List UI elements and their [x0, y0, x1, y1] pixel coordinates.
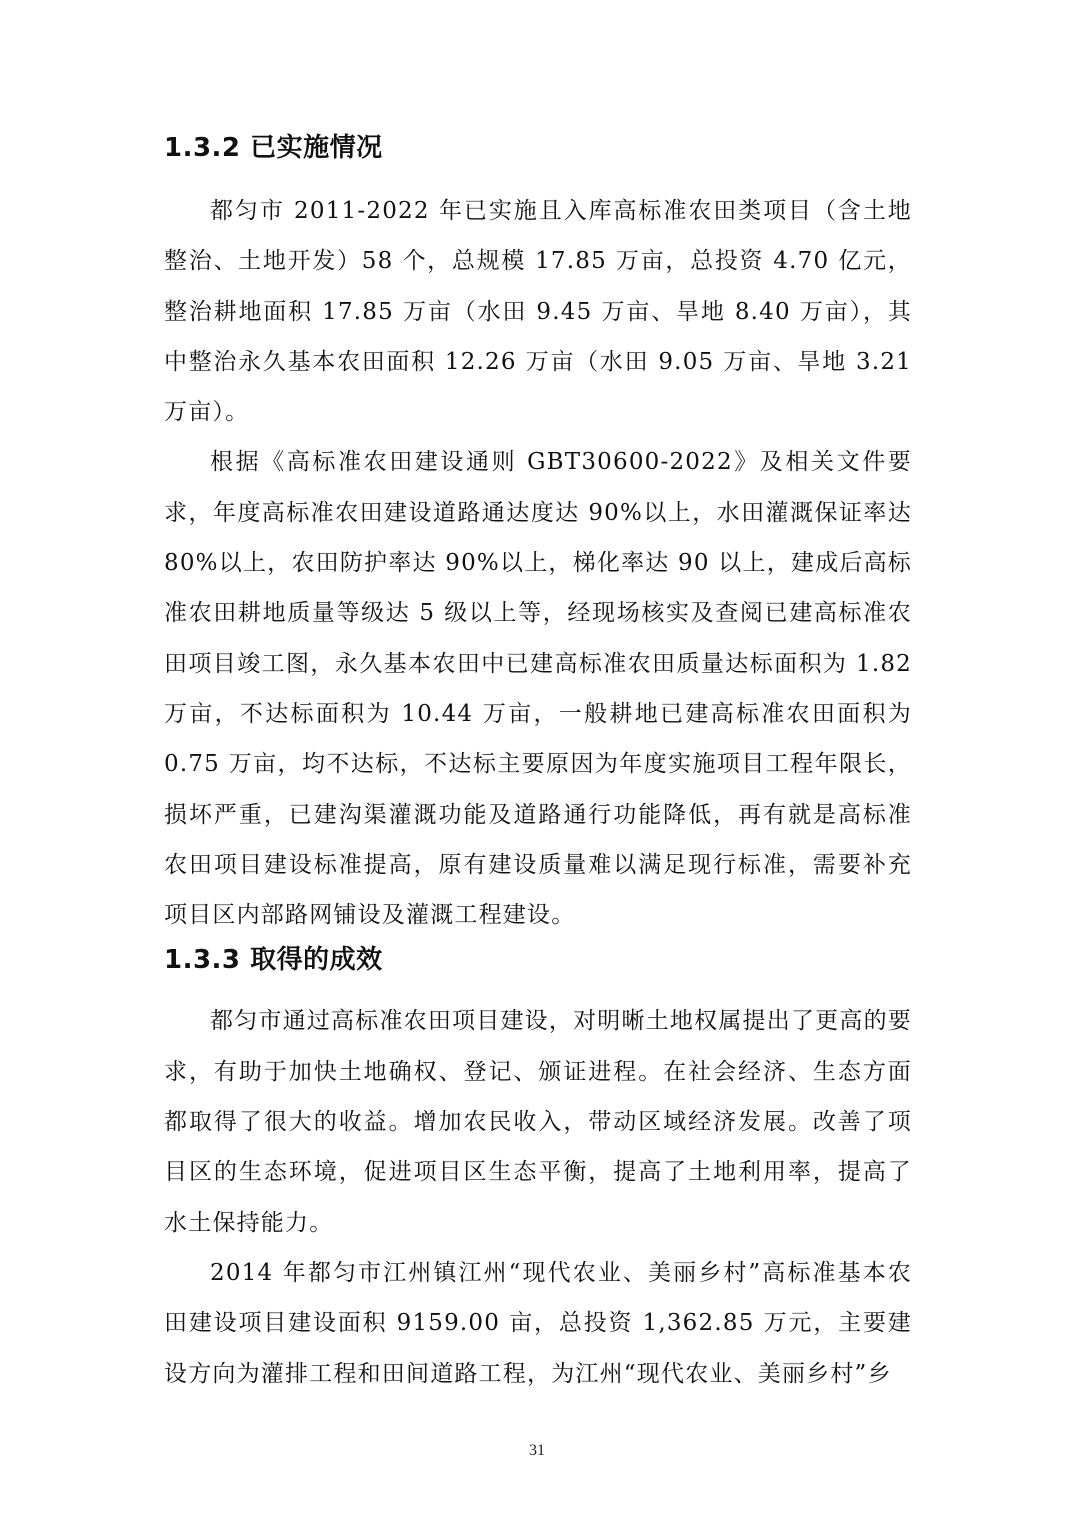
paragraph-standards-assessment: 根据《高标准农田建设通则 GBT30600-2022》及相关文件要求，年度高标准农田建设道路通达度达 90%以上，水田灌溉保证率达 80%以上，农田防护率达 90%以上，梯化率达 90 以上，建成后高标准农田耕地质量等级达 5 级以上等，经现场核实及查阅已建高标准农田项目竣工图，永久基本农田中已建高标准农田质量达标面积为 1.82 万亩，不达标面积为 10.44 万亩，一般耕地已建高标准农田面积为 0.75 万亩，均不达标，不达标主要原因为年度实施项目工程年限长，损坏严重，已建沟渠灌溉功能及道路通行功能降低，再有就是高标准农田项目建设标准提高，原有建设质量难以满足现行标准，需要补充项目区内部路网铺设及灌溉工程建设。: [164, 449, 912, 929]
paragraph-achievements-summary: 都匀市通过高标准农田项目建设，对明晰土地权属提出了更高的要求，有助于加快土地确权、登记、颁证进程。在社会经济、生态方面都取得了很大的收益。增加农民收入，带动区域经济发展。改善了项目区的生态环境，促进项目区生态平衡，提高了土地利用率，提高了水土保持能力。: [164, 1008, 912, 1236]
paragraph-implemented-summary: 都匀市 2011-2022 年已实施且入库高标准农田类项目（含土地整治、土地开发）58 个，总规模 17.85 万亩，总投资 4.70 亿元，整治耕地面积 17.85 万亩（水田 9.45 万亩、旱地 8.40 万亩），其中整治永久基本农田面积 12.26 万亩（水田 9.05 万亩、旱地 3.21 万亩）。: [164, 198, 912, 426]
paragraph-jiangzhou-project: 2014 年都匀市江州镇江州“现代农业、美丽乡村”高标准基本农田建设项目建设面积 9159.00 亩，总投资 1,362.85 万元，主要建设方向为灌排工程和田间道路工程，为江州“现代农业、美丽乡村”乡: [164, 1259, 912, 1387]
page-content: [164, 128, 912, 1399]
section-heading-achievements: 1.3.3 取得的成效: [164, 945, 383, 976]
page-number: 31: [529, 1442, 545, 1459]
section-heading-implemented: 1.3.2 已实施情况: [164, 133, 383, 163]
